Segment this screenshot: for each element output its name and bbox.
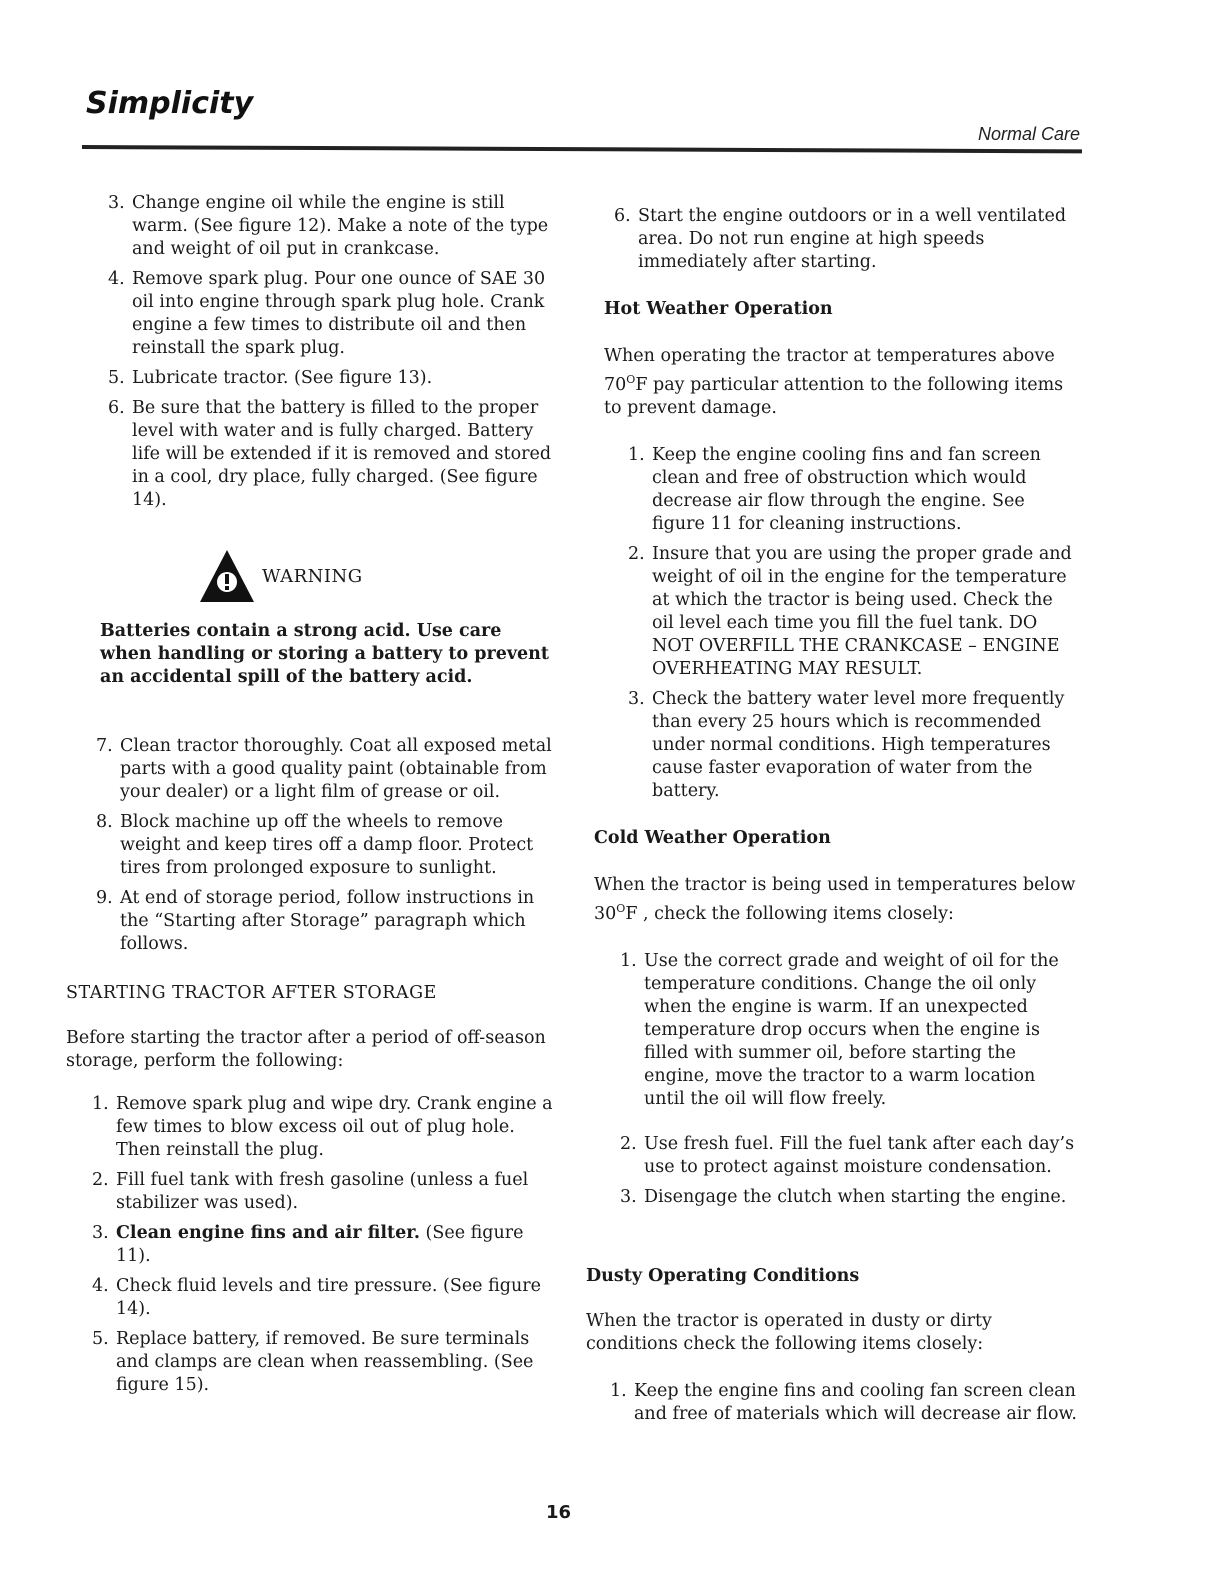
item-text: Replace battery, if removed. Be sure terminals and clamps are clean when reassembling. (See figure 15). xyxy=(116,1329,534,1395)
item-number: 6. xyxy=(108,398,125,418)
item-number: 7. xyxy=(96,736,113,756)
cold-weather-heading: Cold Weather Operation xyxy=(594,827,831,848)
item-number: 3. xyxy=(92,1223,109,1243)
item-number: 2. xyxy=(92,1170,109,1190)
left-column xyxy=(66,192,558,1397)
item-text: Block machine up off the wheels to remove weight and keep tires off a damp floor. Protect tires from prolonged exposure to sunlight. xyxy=(120,812,534,878)
item-text: Start the engine outdoors or in a well ventilated area. Do not run engine at high speeds immediately after starting. xyxy=(638,206,1067,272)
right-column xyxy=(586,205,1080,1426)
cold-weather-intro xyxy=(594,874,1080,926)
item-text: Be sure that the battery is filled to the proper level with water and is fully charged. Battery life will be extended if it is removed and stored in a cool, dry place, fully charged. (See figure 14). xyxy=(132,398,552,510)
list-item xyxy=(608,543,1080,681)
item-number: 1. xyxy=(620,950,637,971)
list-item xyxy=(72,1328,558,1397)
item-number: 1. xyxy=(628,444,645,465)
item-text: Keep the engine fins and cooling fan screen clean and free of materials which will decrease air flow. xyxy=(634,1380,1077,1424)
item-text-bold: Clean engine fins and air filter. xyxy=(116,1223,420,1243)
list-item xyxy=(76,887,558,956)
item-text: Use the correct grade and weight of oil for the temperature conditions. Change the oil only when the engine is warm. If an unexpected temperature drop occurs when the engine is filled with summer oil, before starting the engine, move the tractor to a warm location until the oil will flow freely. xyxy=(644,950,1059,1109)
warning-header xyxy=(198,546,558,606)
intro-part: When the tractor is being used in temperatures below 30 xyxy=(594,874,1076,924)
page-number: 16 xyxy=(546,1502,572,1523)
degree-sup: O xyxy=(626,373,636,386)
item-number: 2. xyxy=(620,1133,637,1154)
hot-weather-intro xyxy=(604,345,1080,420)
warning-text: Batteries contain a strong acid. Use care when handling or storing a battery to prevent an accidental spill of the battery acid. xyxy=(100,621,549,687)
list-item xyxy=(88,397,558,512)
item-text: Clean tractor thoroughly. Coat all exposed metal parts with a good quality paint (obtainable from your dealer) or a light film of grease or oil. xyxy=(120,736,552,802)
list-item xyxy=(600,1186,1080,1209)
list-item xyxy=(88,367,558,390)
intro-part: When operating the tractor at temperatures above 70 xyxy=(604,346,1055,395)
item-number: 1. xyxy=(92,1094,109,1114)
item-number: 2. xyxy=(628,543,645,564)
item-text: Use fresh fuel. Fill the fuel tank after each day’s use to protect against moisture condensation. xyxy=(644,1133,1075,1177)
list-item xyxy=(88,268,558,360)
list-item xyxy=(72,1169,558,1215)
simplicity-logo: Simplicity xyxy=(86,86,254,121)
degree-sup: O xyxy=(616,901,626,915)
dusty-heading: Dusty Operating Conditions xyxy=(586,1265,860,1286)
intro-part: F pay particular attention to the following items to prevent damage. xyxy=(604,374,1064,418)
item-text: Check the battery water level more frequently than every 25 hours which is recommended under normal conditions. High temperatures cause faster evaporation of water from the battery. xyxy=(652,688,1065,801)
item-text xyxy=(116,1222,558,1268)
list-item xyxy=(76,811,558,880)
list-item xyxy=(594,205,1080,274)
item-number: 1. xyxy=(610,1380,627,1401)
item-text: Fill fuel tank with fresh gasoline (unless a fuel stabilizer was used). xyxy=(116,1170,529,1213)
item-text: At end of storage period, follow instructions in the “Starting after Storage” paragraph which follows. xyxy=(120,888,535,954)
list-item xyxy=(600,950,1080,1111)
item-number: 3. xyxy=(628,688,645,709)
section-label: Normal Care xyxy=(977,124,1080,144)
list-item xyxy=(76,735,558,804)
warning-label: WARNING xyxy=(262,565,363,587)
intro-part: F , check the following items closely: xyxy=(625,903,954,924)
item-text: Disengage the clutch when starting the engine. xyxy=(644,1186,1067,1207)
item-text: Lubricate tractor. (See figure 13). xyxy=(132,368,433,388)
item-number: 5. xyxy=(108,368,125,388)
item-text: Keep the engine cooling fins and fan screen clean and free of obstruction which would decrease air flow through the engine. See figure 11 for cleaning instructions. xyxy=(652,444,1041,534)
item-text: Insure that you are using the proper grade and weight of oil in the engine for the temperature at which the tractor is being used. Check the oil level each time you fill the fuel tank. DO NOT OVERFILL THE CRANKCASE – ENGINE OVERHEATING MAY RESULT. xyxy=(652,543,1072,679)
list-item xyxy=(590,1380,1080,1426)
list-item xyxy=(72,1093,558,1162)
dusty-intro: When the tractor is operated in dusty or dirty conditions check the following items closely: xyxy=(586,1310,992,1354)
list-item xyxy=(72,1275,558,1321)
item-text: Check fluid levels and tire pressure. (See figure 14). xyxy=(116,1276,541,1319)
list-item xyxy=(608,444,1080,536)
item-number: 8. xyxy=(96,812,113,832)
item-number: 5. xyxy=(92,1329,109,1349)
item-text: Remove spark plug. Pour one ounce of SAE 30 oil into engine through spark plug hole. Crank engine a few times to distribute oil and then reinstall the spark plug. xyxy=(132,269,546,358)
item-number: 3. xyxy=(108,193,125,213)
list-item xyxy=(72,1222,558,1268)
warning-icon xyxy=(198,548,256,604)
header-rule xyxy=(82,145,1082,153)
storage-intro: Before starting the tractor after a period of off-season storage, perform the following: xyxy=(66,1028,546,1071)
list-item xyxy=(600,1133,1080,1179)
item-number: 6. xyxy=(614,206,631,226)
item-text: Change engine oil while the engine is still warm. (See figure 12). Make a note of the type and weight of oil put in crankcase. xyxy=(132,193,549,259)
item-text-rest: (See figure 11). xyxy=(116,1223,524,1266)
item-number: 3. xyxy=(620,1186,637,1207)
storage-heading: STARTING TRACTOR AFTER STORAGE xyxy=(66,983,437,1003)
list-item xyxy=(608,688,1080,803)
item-number: 9. xyxy=(96,888,113,908)
item-number: 4. xyxy=(108,269,125,289)
hot-weather-heading: Hot Weather Operation xyxy=(604,299,833,319)
item-text: Remove spark plug and wipe dry. Crank engine a few times to blow excess oil out of plug hole. Then reinstall the plug. xyxy=(116,1094,553,1160)
list-item xyxy=(88,192,558,261)
item-number: 4. xyxy=(92,1276,109,1296)
